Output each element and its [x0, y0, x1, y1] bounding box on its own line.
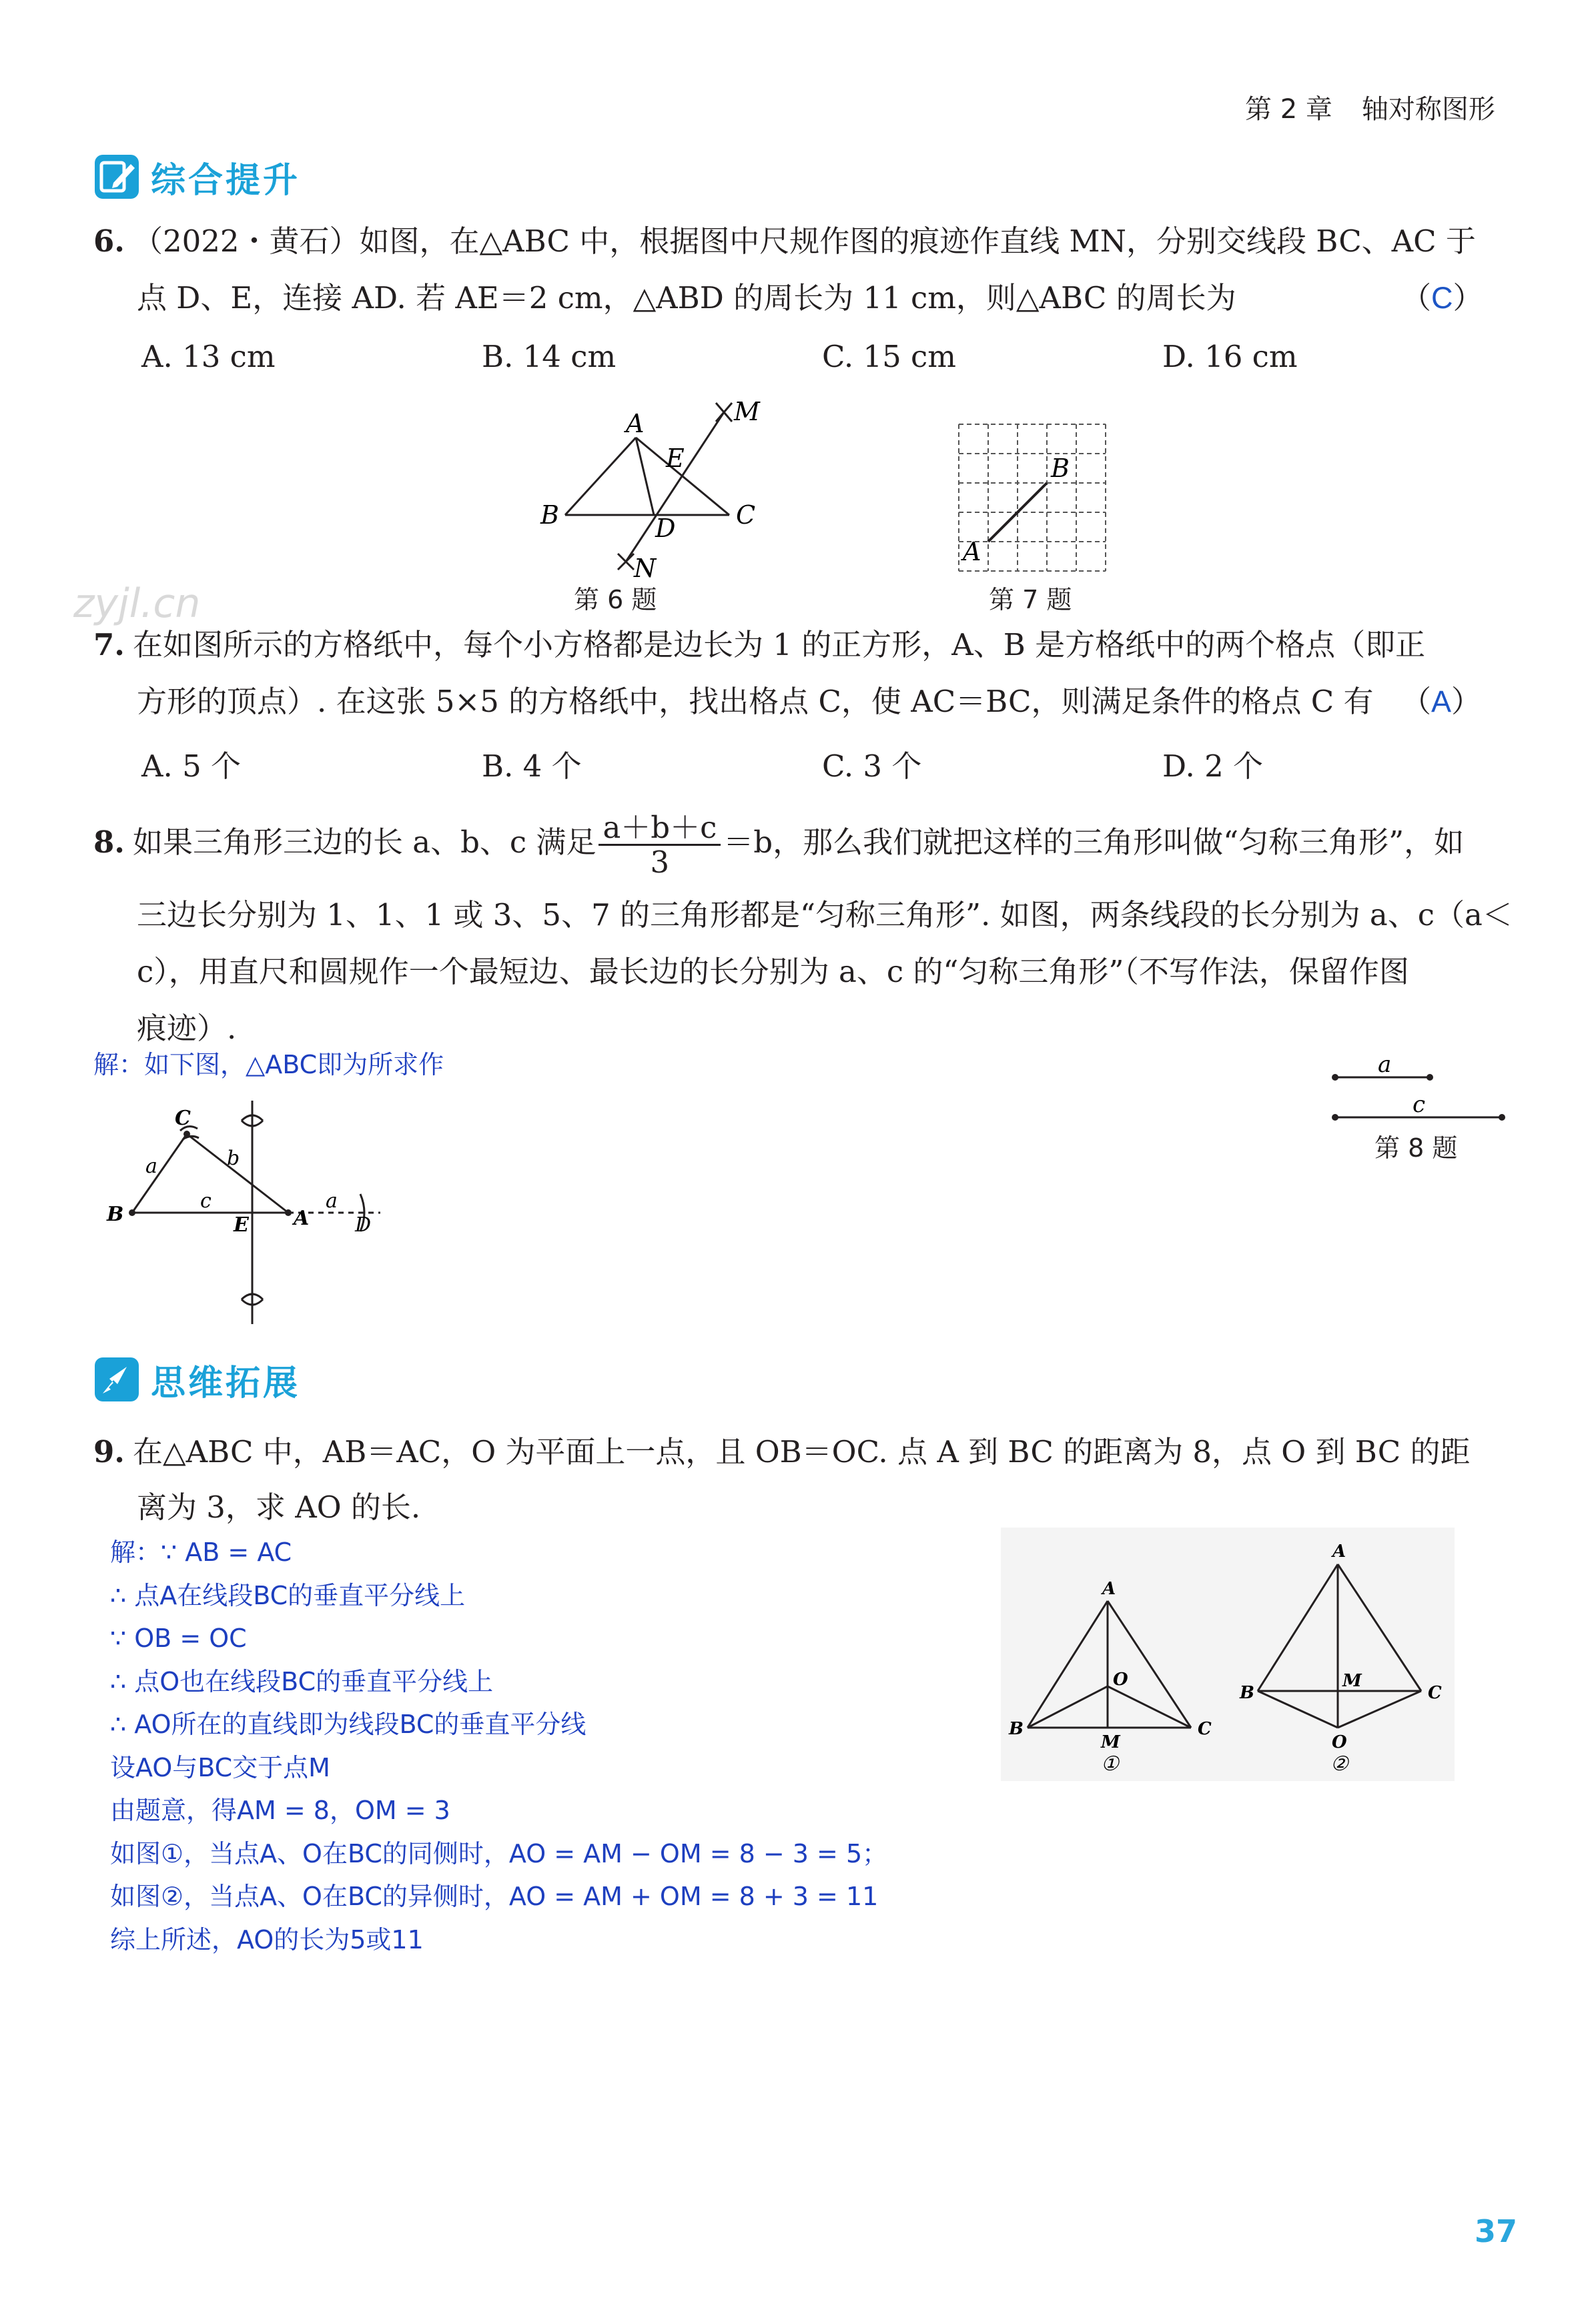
option-a: A. 5 个 — [141, 748, 242, 784]
label-A: A — [294, 1207, 310, 1230]
figure-8-caption: 第 8 题 — [1374, 1133, 1458, 1163]
question-text: （2022・黄石）如图，在△ABC 中，根据图中尺规作图的痕迹作直线 MN，分别交线段 BC、AC 于 — [132, 223, 1476, 259]
fig2-label-M: M — [1342, 1671, 1362, 1691]
fig1-label-C: C — [1198, 1719, 1212, 1739]
question-6-line2: 点 D、E，连接 AD. 若 AE＝2 cm，△ABD 的周长为 11 cm，则△ABC 的周长为 — [137, 280, 1236, 316]
label-c: c — [1413, 1091, 1426, 1118]
fig2-label-B: B — [1240, 1683, 1254, 1703]
fig2-label-A: A — [1332, 1542, 1346, 1562]
fig2-label-O: O — [1332, 1732, 1347, 1752]
fig1-label-B: B — [1009, 1719, 1024, 1739]
solution-line-10: 综上所述，AO的长为5或11 — [110, 1924, 424, 1954]
fraction-numerator: a＋b＋c — [599, 811, 721, 846]
label-a-side: a — [145, 1155, 157, 1178]
rocket-icon — [93, 1356, 140, 1403]
label-a-extension: a — [326, 1189, 338, 1213]
question-7-line1 — [93, 617, 1425, 673]
option-c: C. 3 个 — [822, 748, 922, 784]
option-b: B. 4 个 — [482, 748, 582, 784]
option-b: B. 14 cm — [482, 339, 617, 374]
solution-line-3: ∵ OB = OC — [110, 1624, 247, 1653]
question-number: 7. — [93, 627, 125, 662]
question-text: 在△ABC 中，AB＝AC，O 为平面上一点，且 OB＝OC. 点 A 到 BC 的距离为 8，点 O 到 BC 的距 — [132, 1434, 1471, 1470]
fig1-number: ① — [1101, 1752, 1119, 1776]
page-header — [1245, 88, 1495, 126]
figure-8-segments — [1324, 1051, 1511, 1124]
section-comprehensive — [93, 150, 300, 203]
label-D: D — [655, 514, 676, 543]
solution-line-4: ∴ 点O也在线段BC的垂直平分线上 — [110, 1666, 494, 1696]
question-9-line1 — [93, 1424, 1470, 1480]
answer-choice: A — [1431, 684, 1452, 718]
label-C: C — [736, 500, 756, 530]
question-number: 8. — [93, 824, 125, 860]
chapter-label: 第 2 章 — [1245, 94, 1332, 125]
fig2-label-C: C — [1428, 1683, 1442, 1703]
fig1-label-M: M — [1101, 1732, 1120, 1752]
fraction-denominator: 3 — [650, 844, 670, 880]
question-6-answer: （C） — [1401, 280, 1483, 316]
pencil-icon — [93, 153, 140, 200]
solution-line-6: 设AO与BC交于点M — [110, 1752, 330, 1782]
fig2-number: ② — [1330, 1752, 1348, 1776]
label-B: B — [107, 1203, 124, 1226]
label-M: M — [734, 397, 760, 426]
question-8-line4: 痕迹）. — [137, 1011, 237, 1046]
fig1-label-A: A — [1102, 1579, 1116, 1599]
question-8-line2: 三边长分别为 1、1、1 或 3、5、7 的三角形都是“匀称三角形”. 如图，两条线段的长分别为 a、c（a＜ — [137, 897, 1513, 933]
label-A: A — [963, 537, 981, 566]
section-extension — [93, 1353, 300, 1406]
label-E: E — [234, 1213, 249, 1237]
question-9-line2: 离为 3，求 AO 的长. — [137, 1490, 421, 1525]
chapter-title: 轴对称图形 — [1361, 94, 1495, 125]
figure-7-caption: 第 7 题 — [989, 585, 1072, 614]
figure-7-grid — [951, 420, 1124, 574]
figure-6-caption: 第 6 题 — [574, 585, 657, 614]
q8-solution-figure — [100, 1094, 407, 1334]
figure-6 — [527, 387, 794, 580]
solution-line-1: 解：∵ AB = AC — [110, 1538, 292, 1567]
section-title: 综合提升 — [151, 160, 301, 201]
option-d: D. 2 个 — [1162, 748, 1264, 784]
solution-line-7: 由题意，得AM = 8，OM = 3 — [110, 1796, 450, 1825]
answer-choice: C — [1431, 281, 1453, 315]
label-D: D — [355, 1213, 372, 1237]
page-number: 37 — [1475, 2213, 1518, 2249]
label-B: B — [1051, 454, 1070, 483]
fraction — [599, 811, 721, 879]
question-6-line1 — [93, 213, 1476, 269]
question-8-line3: c），用直尺和圆规作一个最短边、最长边的长分别为 a、c 的“匀称三角形”（不写作法，保留作图 — [137, 954, 1409, 989]
figure-9 — [1001, 1528, 1455, 1781]
label-a: a — [1378, 1051, 1392, 1078]
label-C: C — [175, 1107, 191, 1130]
label-B: B — [540, 500, 559, 530]
fig1-label-O: O — [1113, 1670, 1128, 1690]
question-text-pre: 如果三角形三边的长 a、b、c 满足 — [132, 824, 596, 860]
question-8-solution: 解：如下图，△ABC即为所求作 — [93, 1050, 444, 1079]
label-E: E — [666, 444, 685, 473]
question-number: 6. — [93, 223, 125, 259]
label-A: A — [626, 409, 645, 438]
solution-line-2: ∴ 点A在线段BC的垂直平分线上 — [110, 1580, 466, 1610]
solution-line-8: 如图①，当点A、O在BC的同侧时，AO = AM − OM = 8 − 3 = 5； — [110, 1838, 888, 1868]
question-8-line1 — [93, 806, 1464, 879]
question-7-line2: 方形的顶点）. 在这张 5×5 的方格纸中，找出格点 C，使 AC＝BC，则满足条件的格点 C 有 — [137, 684, 1374, 719]
question-number: 9. — [93, 1434, 125, 1470]
solution-line-9: 如图②，当点A、O在BC的异侧时，AO = AM + OM = 8 + 3 = 11 — [110, 1882, 879, 1911]
question-text: 在如图所示的方格纸中，每个小方格都是边长为 1 的正方形，A、B 是方格纸中的两个格点（即正 — [132, 627, 1426, 662]
section-title: 思维拓展 — [151, 1363, 301, 1403]
option-d: D. 16 cm — [1162, 339, 1298, 374]
question-9-solution — [110, 1531, 887, 1961]
question-7-answer: （A） — [1401, 684, 1482, 719]
question-text-post: ＝b，那么我们就把这样的三角形叫做“匀称三角形”，如 — [723, 824, 1465, 860]
solution-line-5: ∴ AO所在的直线即为线段BC的垂直平分线 — [110, 1710, 586, 1739]
label-c-side: c — [200, 1189, 212, 1213]
option-c: C. 15 cm — [822, 339, 956, 374]
option-a: A. 13 cm — [141, 339, 276, 374]
watermark: zyjl.cn — [73, 580, 201, 627]
label-b-side: b — [227, 1147, 240, 1170]
label-N: N — [634, 554, 657, 580]
